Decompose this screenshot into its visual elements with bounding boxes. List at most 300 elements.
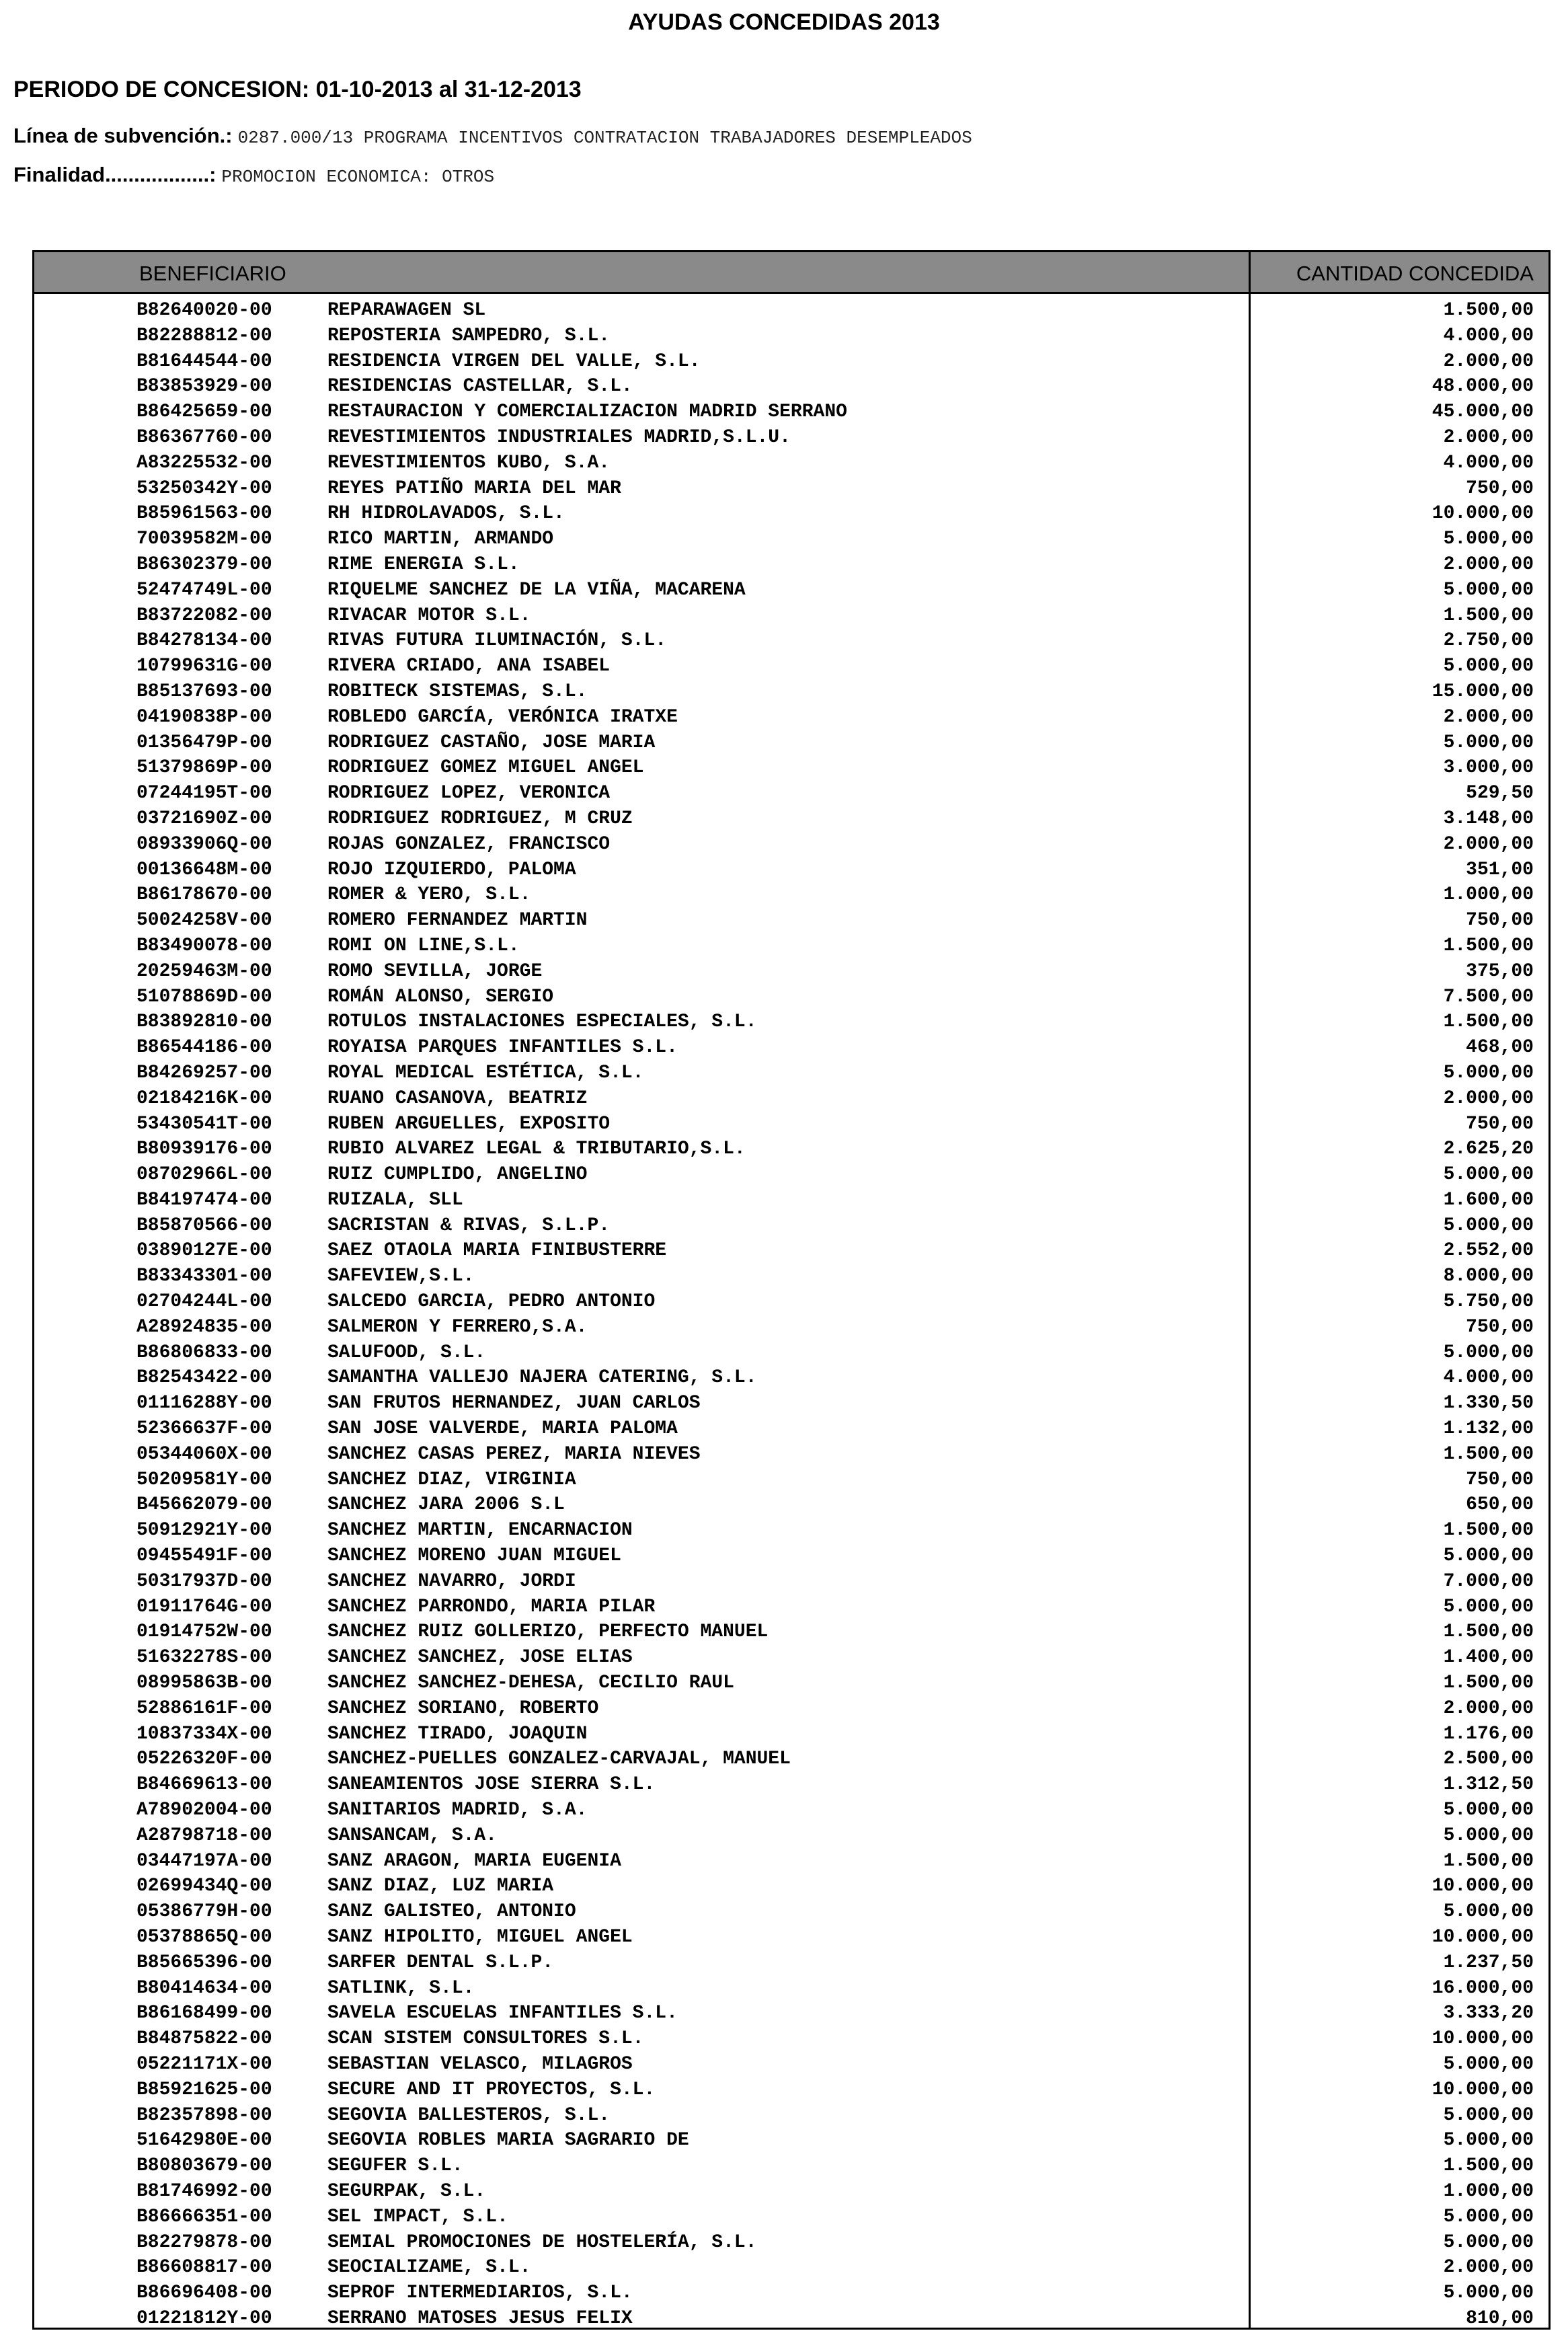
amount-granted: 5.000,00 xyxy=(1443,529,1534,550)
beneficiary-name: SANCHEZ SANCHEZ, JOSE ELIAS xyxy=(327,1647,633,1669)
amount-granted: 2.000,00 xyxy=(1443,553,1534,575)
amount-granted: 48.000,00 xyxy=(1432,376,1534,397)
amount-granted: 1.500,00 xyxy=(1443,1520,1534,1541)
table-row xyxy=(34,1137,1549,1162)
beneficiary-nif: B80803679-00 xyxy=(136,2155,272,2177)
table-row xyxy=(34,730,1549,756)
beneficiary-name: SANCHEZ JARA 2006 S.L xyxy=(327,1494,565,1516)
amount-granted: 810,00 xyxy=(1466,2307,1534,2329)
beneficiary-nif: 52366637F-00 xyxy=(136,1418,272,1440)
table-row xyxy=(34,959,1549,985)
beneficiary-nif: B45662079-00 xyxy=(136,1494,272,1516)
beneficiary-nif: 01914752W-00 xyxy=(136,1621,272,1643)
amount-granted: 10.000,00 xyxy=(1432,2079,1534,2100)
amount-granted: 10.000,00 xyxy=(1432,503,1534,525)
beneficiary-name: RIVERA CRIADO, ANA ISABEL xyxy=(327,656,611,677)
beneficiary-name: RESTAURACION Y COMERCIALIZACION MADRID SERRANO xyxy=(327,401,847,423)
beneficiary-name: SANCHEZ PARRONDO, MARIA PILAR xyxy=(327,1596,656,1617)
beneficiary-name: ROMÁN ALONSO, SERGIO xyxy=(327,986,554,1007)
beneficiary-name: ROBLEDO GARCÍA, VERÓNICA IRATXE xyxy=(327,706,678,728)
beneficiary-nif: 03447197A-00 xyxy=(136,1850,272,1872)
beneficiary-name: SACRISTAN & RIVAS, S.L.P. xyxy=(327,1215,611,1236)
beneficiary-nif: B84197474-00 xyxy=(136,1189,272,1211)
beneficiary-nif: 01221812Y-00 xyxy=(136,2307,272,2329)
amount-granted: 1.176,00 xyxy=(1443,1723,1534,1745)
beneficiary-nif: 07244195T-00 xyxy=(136,783,272,804)
beneficiary-name: SANCHEZ MORENO JUAN MIGUEL xyxy=(327,1545,621,1567)
beneficiary-name: SANCHEZ DIAZ, VIRGINIA xyxy=(327,1469,576,1490)
table-row xyxy=(34,882,1549,908)
beneficiary-nif: B85961563-00 xyxy=(136,503,272,525)
beneficiary-nif: 02184216K-00 xyxy=(136,1087,272,1109)
table-row xyxy=(34,2077,1549,2103)
beneficiary-name: SEPROF INTERMEDIARIOS, S.L. xyxy=(327,2283,633,2304)
amount-granted: 1.500,00 xyxy=(1443,1443,1534,1465)
amount-granted: 750,00 xyxy=(1466,910,1534,931)
table-row xyxy=(34,1619,1549,1645)
table-row xyxy=(34,1696,1549,1722)
linea-subvencion xyxy=(13,124,972,148)
beneficiary-nif: 20259463M-00 xyxy=(136,960,272,982)
beneficiary-nif: B83343301-00 xyxy=(136,1266,272,1287)
beneficiary-nif: 01911764G-00 xyxy=(136,1596,272,1617)
beneficiary-nif: 04190838P-00 xyxy=(136,706,272,728)
beneficiary-name: SEGUFER S.L. xyxy=(327,2155,463,2177)
beneficiary-nif: 02699434Q-00 xyxy=(136,1876,272,1897)
beneficiary-nif: B83892810-00 xyxy=(136,1011,272,1033)
beneficiary-nif: A28924835-00 xyxy=(136,1316,272,1338)
beneficiary-name: SANCHEZ NAVARRO, JORDI xyxy=(327,1570,576,1592)
amount-granted: 5.000,00 xyxy=(1443,1596,1534,1617)
amount-granted: 5.000,00 xyxy=(1443,2104,1534,2126)
beneficiary-nif: B82357898-00 xyxy=(136,2104,272,2126)
table-row xyxy=(34,1722,1549,1747)
table-row xyxy=(34,2103,1549,2129)
linea-value: 0287.000/13 PROGRAMA INCENTIVOS CONTRATACION TRABAJADORES DESEMPLEADOS xyxy=(237,128,972,148)
beneficiary-name: SANZ GALISTEO, ANTONIO xyxy=(327,1901,576,1923)
table-row xyxy=(34,832,1549,857)
amount-granted: 1.132,00 xyxy=(1443,1418,1534,1440)
table-row xyxy=(34,857,1549,883)
amount-granted: 15.000,00 xyxy=(1432,681,1534,702)
amount-granted: 750,00 xyxy=(1466,1469,1534,1490)
beneficiary-nif: B86168499-00 xyxy=(136,2003,272,2024)
beneficiary-name: SAFEVIEW,S.L. xyxy=(327,1266,475,1287)
table-row xyxy=(34,1798,1549,1823)
amount-granted: 1.600,00 xyxy=(1443,1189,1534,1211)
amount-granted: 5.000,00 xyxy=(1443,1825,1534,1846)
beneficiary-nif: 53430541T-00 xyxy=(136,1113,272,1135)
amount-granted: 10.000,00 xyxy=(1432,1876,1534,1897)
amount-granted: 750,00 xyxy=(1466,1113,1534,1135)
beneficiary-name: RICO MARTIN, ARMANDO xyxy=(327,529,554,550)
amount-granted: 351,00 xyxy=(1466,859,1534,880)
beneficiary-nif: 05344060X-00 xyxy=(136,1443,272,1465)
amount-granted: 1.237,50 xyxy=(1443,1952,1534,1973)
table-row xyxy=(34,1391,1549,1416)
beneficiary-name: REVESTIMIENTOS INDUSTRIALES MADRID,S.L.U. xyxy=(327,426,791,448)
amount-granted: 4.000,00 xyxy=(1443,452,1534,473)
beneficiary-name: REPOSTERIA SAMPEDRO, S.L. xyxy=(327,325,611,346)
amount-granted: 3.000,00 xyxy=(1443,757,1534,779)
amount-granted: 1.500,00 xyxy=(1443,935,1534,956)
beneficiary-name: SANCHEZ SANCHEZ-DEHESA, CECILIO RAUL xyxy=(327,1673,734,1694)
amount-granted: 3.333,20 xyxy=(1443,2003,1534,2024)
table-row xyxy=(34,679,1549,705)
table-row xyxy=(34,501,1549,527)
beneficiary-nif: B84669613-00 xyxy=(136,1774,272,1796)
table-row xyxy=(34,1289,1549,1315)
table-row xyxy=(34,1061,1549,1086)
beneficiary-name: SANCHEZ CASAS PEREZ, MARIA NIEVES xyxy=(327,1443,701,1465)
beneficiary-nif: B86608817-00 xyxy=(136,2257,272,2279)
beneficiary-nif: 05386779H-00 xyxy=(136,1901,272,1923)
beneficiary-name: REVESTIMIENTOS KUBO, S.A. xyxy=(327,452,611,473)
beneficiary-nif: 03890127E-00 xyxy=(136,1240,272,1262)
beneficiary-nif: 00136648M-00 xyxy=(136,859,272,880)
amount-granted: 2.000,00 xyxy=(1443,2257,1534,2279)
beneficiary-name: RESIDENCIA VIRGEN DEL VALLE, S.L. xyxy=(327,350,701,372)
amount-granted: 1.400,00 xyxy=(1443,1647,1534,1669)
table-row xyxy=(34,1950,1549,1976)
beneficiary-nif: B81644544-00 xyxy=(136,350,272,372)
beneficiary-nif: 52886161F-00 xyxy=(136,1697,272,1719)
amount-granted: 1.330,50 xyxy=(1443,1393,1534,1414)
table-row xyxy=(34,933,1549,959)
table-row xyxy=(34,1213,1549,1239)
table-row xyxy=(34,2281,1549,2306)
table-row xyxy=(34,1188,1549,1213)
beneficiary-name: SANZ HIPOLITO, MIGUEL ANGEL xyxy=(327,1927,633,1948)
beneficiary-name: ROYAL MEDICAL ESTÉTICA, S.L. xyxy=(327,1062,644,1083)
beneficiary-nif: 05226320F-00 xyxy=(136,1749,272,1770)
beneficiary-name: SAN FRUTOS HERNANDEZ, JUAN CARLOS xyxy=(327,1393,701,1414)
beneficiary-nif: 05221171X-00 xyxy=(136,2053,272,2075)
beneficiary-name: RESIDENCIAS CASTELLAR, S.L. xyxy=(327,376,633,397)
amount-granted: 4.000,00 xyxy=(1443,1367,1534,1389)
table-row xyxy=(34,552,1549,578)
beneficiary-nif: B85137693-00 xyxy=(136,681,272,702)
amount-granted: 1.312,50 xyxy=(1443,1774,1534,1796)
table-row xyxy=(34,1772,1549,1798)
table-row xyxy=(34,1543,1549,1569)
beneficiary-nif: B82288812-00 xyxy=(136,325,272,346)
beneficiary-name: SEGOVIA BALLESTEROS, S.L. xyxy=(327,2104,611,2126)
beneficiary-nif: 05378865Q-00 xyxy=(136,1927,272,1948)
beneficiary-nif: 01356479P-00 xyxy=(136,732,272,753)
beneficiary-name: RUIZ CUMPLIDO, ANGELINO xyxy=(327,1164,588,1186)
beneficiary-nif: 10837334X-00 xyxy=(136,1723,272,1745)
beneficiary-name: SEGOVIA ROBLES MARIA SAGRARIO DE xyxy=(327,2130,689,2151)
table-row xyxy=(34,2306,1549,2332)
beneficiary-nif: B82640020-00 xyxy=(136,300,272,321)
amount-granted: 1.500,00 xyxy=(1443,1621,1534,1643)
beneficiary-nif: 50317937D-00 xyxy=(136,1570,272,1592)
beneficiary-name: ROYAISA PARQUES INFANTILES S.L. xyxy=(327,1037,678,1059)
table-row xyxy=(34,2230,1549,2256)
beneficiary-nif: B86666351-00 xyxy=(136,2206,272,2227)
table-row xyxy=(34,1365,1549,1391)
beneficiary-nif: 09455491F-00 xyxy=(136,1545,272,1567)
amount-granted: 2.000,00 xyxy=(1443,1087,1534,1109)
column-header-beneficiario: BENEFICIARIO xyxy=(139,262,286,285)
amount-granted: 4.000,00 xyxy=(1443,325,1534,346)
column-header-cantidad: CANTIDAD CONCEDIDA xyxy=(1296,262,1534,285)
amount-granted: 8.000,00 xyxy=(1443,1266,1534,1287)
amount-granted: 1.000,00 xyxy=(1443,884,1534,906)
beneficiary-nif: B86544186-00 xyxy=(136,1037,272,1059)
amount-granted: 2.000,00 xyxy=(1443,1697,1534,1719)
amount-granted: 5.000,00 xyxy=(1443,1800,1534,1821)
amount-granted: 5.000,00 xyxy=(1443,579,1534,601)
table-row xyxy=(34,705,1549,730)
amount-granted: 5.000,00 xyxy=(1443,732,1534,753)
table-row xyxy=(34,908,1549,933)
amount-granted: 5.000,00 xyxy=(1443,1342,1534,1363)
table-row xyxy=(34,323,1549,349)
beneficiary-name: RUBEN ARGUELLES, EXPOSITO xyxy=(327,1113,611,1135)
amount-granted: 5.000,00 xyxy=(1443,2283,1534,2304)
amount-granted: 2.552,00 xyxy=(1443,1240,1534,1262)
table-row xyxy=(34,1899,1549,1925)
amount-granted: 468,00 xyxy=(1466,1037,1534,1059)
beneficiary-nif: B80414634-00 xyxy=(136,1977,272,1999)
beneficiary-name: SANCHEZ TIRADO, JOAQUIN xyxy=(327,1723,588,1745)
table-row xyxy=(34,1340,1549,1366)
beneficiary-name: SANZ DIAZ, LUZ MARIA xyxy=(327,1876,554,1897)
amount-granted: 5.000,00 xyxy=(1443,1901,1534,1923)
amount-granted: 2.000,00 xyxy=(1443,350,1534,372)
beneficiary-nif: B86696408-00 xyxy=(136,2283,272,2304)
table-row xyxy=(34,1492,1549,1518)
table-row xyxy=(34,1747,1549,1772)
beneficiary-name: SEL IMPACT, S.L. xyxy=(327,2206,508,2227)
beneficiary-nif: 03721690Z-00 xyxy=(136,808,272,829)
table-row xyxy=(34,527,1549,552)
table-row xyxy=(34,2205,1549,2230)
ayudas-table xyxy=(32,250,1551,2330)
table-row xyxy=(34,349,1549,375)
amount-granted: 2.625,20 xyxy=(1443,1139,1534,1160)
table-row xyxy=(34,603,1549,629)
amount-granted: 750,00 xyxy=(1466,1316,1534,1338)
table-row xyxy=(34,1569,1549,1595)
beneficiary-name: REYES PATIÑO MARIA DEL MAR xyxy=(327,477,621,499)
beneficiary-nif: B85870566-00 xyxy=(136,1215,272,1236)
beneficiary-nif: 70039582M-00 xyxy=(136,529,272,550)
finalidad xyxy=(13,163,494,187)
amount-granted: 375,00 xyxy=(1466,960,1534,982)
amount-granted: 5.000,00 xyxy=(1443,656,1534,677)
beneficiary-nif: B81746992-00 xyxy=(136,2180,272,2202)
beneficiary-name: RUANO CASANOVA, BEATRIZ xyxy=(327,1087,588,1109)
table-row xyxy=(34,781,1549,806)
beneficiary-name: SANCHEZ RUIZ GOLLERIZO, PERFECTO MANUEL xyxy=(327,1621,769,1643)
beneficiary-name: SAEZ OTAOLA MARIA FINIBUSTERRE xyxy=(327,1240,667,1262)
beneficiary-nif: B80939176-00 xyxy=(136,1139,272,1160)
table-row xyxy=(34,806,1549,832)
beneficiary-nif: 10799631G-00 xyxy=(136,656,272,677)
table-row xyxy=(34,628,1549,654)
beneficiary-nif: B86806833-00 xyxy=(136,1342,272,1363)
table-row xyxy=(34,1976,1549,2001)
beneficiary-name: ROJO IZQUIERDO, PALOMA xyxy=(327,859,576,880)
amount-granted: 1.500,00 xyxy=(1443,1673,1534,1694)
beneficiary-name: SALCEDO GARCIA, PEDRO ANTONIO xyxy=(327,1291,656,1313)
table-row xyxy=(34,1925,1549,1950)
table-row xyxy=(34,1467,1549,1493)
beneficiary-name: SANEAMIENTOS JOSE SIERRA S.L. xyxy=(327,1774,656,1796)
beneficiary-nif: A78902004-00 xyxy=(136,1800,272,1821)
beneficiary-nif: B85921625-00 xyxy=(136,2079,272,2100)
beneficiary-nif: B82543422-00 xyxy=(136,1367,272,1389)
table-row xyxy=(34,2153,1549,2179)
amount-granted: 7.000,00 xyxy=(1443,1570,1534,1592)
amount-granted: 650,00 xyxy=(1466,1494,1534,1516)
table-row xyxy=(34,374,1549,399)
beneficiary-name: RUBIO ALVAREZ LEGAL & TRIBUTARIO,S.L. xyxy=(327,1139,746,1160)
beneficiary-name: SANITARIOS MADRID, S.A. xyxy=(327,1800,588,1821)
beneficiary-nif: 08995863B-00 xyxy=(136,1673,272,1694)
beneficiary-name: ROBITECK SISTEMAS, S.L. xyxy=(327,681,588,702)
beneficiary-name: REPARAWAGEN SL xyxy=(327,300,486,321)
table-row xyxy=(34,1671,1549,1696)
table-row xyxy=(34,298,1549,323)
beneficiary-name: SANCHEZ SORIANO, ROBERTO xyxy=(327,1697,599,1719)
beneficiary-nif: 51632278S-00 xyxy=(136,1647,272,1669)
beneficiary-name: ROMI ON LINE,S.L. xyxy=(327,935,520,956)
amount-granted: 5.000,00 xyxy=(1443,1062,1534,1083)
beneficiary-name: ROMO SEVILLA, JORGE xyxy=(327,960,543,982)
table-row xyxy=(34,2001,1549,2026)
amount-granted: 529,50 xyxy=(1466,783,1534,804)
amount-granted: 2.000,00 xyxy=(1443,706,1534,728)
amount-granted: 5.000,00 xyxy=(1443,1164,1534,1186)
beneficiary-nif: 08933906Q-00 xyxy=(136,833,272,855)
amount-granted: 16.000,00 xyxy=(1432,1977,1534,1999)
table-row xyxy=(34,1645,1549,1671)
beneficiary-name: SATLINK, S.L. xyxy=(327,1977,475,1999)
amount-granted: 1.000,00 xyxy=(1443,2180,1534,2202)
table-row xyxy=(34,578,1549,603)
table-row xyxy=(34,1315,1549,1340)
beneficiary-name: ROMERO FERNANDEZ MARTIN xyxy=(327,910,588,931)
table-row xyxy=(34,451,1549,476)
table-row xyxy=(34,2128,1549,2153)
beneficiary-name: ROMER & YERO, S.L. xyxy=(327,884,531,906)
table-row xyxy=(34,985,1549,1010)
table-row xyxy=(34,425,1549,451)
table-row xyxy=(34,1849,1549,1874)
amount-granted: 1.500,00 xyxy=(1443,300,1534,321)
table-row xyxy=(34,1238,1549,1264)
table-row xyxy=(34,2026,1549,2052)
beneficiary-name: SAN JOSE VALVERDE, MARIA PALOMA xyxy=(327,1418,678,1440)
table-row xyxy=(34,476,1549,502)
beneficiary-name: SCAN SISTEM CONSULTORES S.L. xyxy=(327,2028,644,2050)
amount-granted: 7.500,00 xyxy=(1443,986,1534,1007)
finalidad-value: PROMOCION ECONOMICA: OTROS xyxy=(221,167,495,187)
beneficiary-name: SANCHEZ-PUELLES GONZALEZ-CARVAJAL, MANUEL xyxy=(327,1749,791,1770)
beneficiary-name: ROTULOS INSTALACIONES ESPECIALES, S.L. xyxy=(327,1011,757,1033)
beneficiary-name: SANSANCAM, S.A. xyxy=(327,1825,498,1846)
periodo-concesion: PERIODO DE CONCESION: 01-10-2013 al 31-12-2013 xyxy=(13,77,582,102)
beneficiary-name: SEGURPAK, S.L. xyxy=(327,2180,486,2202)
amount-granted: 2.000,00 xyxy=(1443,426,1534,448)
finalidad-label: Finalidad..................: xyxy=(13,163,217,186)
beneficiary-nif: 02704244L-00 xyxy=(136,1291,272,1313)
table-row xyxy=(34,1009,1549,1035)
table-row xyxy=(34,1416,1549,1442)
table-row xyxy=(34,1518,1549,1543)
amount-granted: 2.750,00 xyxy=(1443,630,1534,652)
beneficiary-nif: B83853929-00 xyxy=(136,376,272,397)
beneficiary-nif: 52474749L-00 xyxy=(136,579,272,601)
beneficiary-name: SANCHEZ MARTIN, ENCARNACION xyxy=(327,1520,633,1541)
beneficiary-name: SALUFOOD, S.L. xyxy=(327,1342,486,1363)
amount-granted: 5.750,00 xyxy=(1443,1291,1534,1313)
amount-granted: 1.500,00 xyxy=(1443,1850,1534,1872)
beneficiary-nif: B82279878-00 xyxy=(136,2231,272,2253)
table-body xyxy=(34,298,1549,2332)
table-row xyxy=(34,1823,1549,1849)
beneficiary-name: SAVELA ESCUELAS INFANTILES S.L. xyxy=(327,2003,678,2024)
amount-granted: 3.148,00 xyxy=(1443,808,1534,829)
table-row xyxy=(34,1595,1549,1620)
amount-granted: 750,00 xyxy=(1466,477,1534,499)
amount-granted: 2.000,00 xyxy=(1443,833,1534,855)
amount-granted: 10.000,00 xyxy=(1432,1927,1534,1948)
table-row xyxy=(34,399,1549,425)
table-row xyxy=(34,1162,1549,1188)
linea-label: Línea de subvención.: xyxy=(13,124,233,147)
beneficiary-name: RIQUELME SANCHEZ DE LA VIÑA, MACARENA xyxy=(327,579,746,601)
beneficiary-nif: B86367760-00 xyxy=(136,426,272,448)
beneficiary-nif: 51078869D-00 xyxy=(136,986,272,1007)
table-row xyxy=(34,1442,1549,1467)
amount-granted: 10.000,00 xyxy=(1432,2028,1534,2050)
table-row xyxy=(34,2255,1549,2281)
amount-granted: 1.500,00 xyxy=(1443,1011,1534,1033)
table-row xyxy=(34,654,1549,679)
table-row xyxy=(34,755,1549,781)
beneficiary-name: ROJAS GONZALEZ, FRANCISCO xyxy=(327,833,611,855)
beneficiary-name: SANZ ARAGON, MARIA EUGENIA xyxy=(327,1850,621,1872)
beneficiary-nif: 51379869P-00 xyxy=(136,757,272,779)
beneficiary-nif: B84875822-00 xyxy=(136,2028,272,2050)
amount-granted: 5.000,00 xyxy=(1443,1545,1534,1567)
table-row xyxy=(34,1086,1549,1112)
beneficiary-name: SALMERON Y FERRERO,S.A. xyxy=(327,1316,588,1338)
beneficiary-nif: 01116288Y-00 xyxy=(136,1393,272,1414)
beneficiary-name: SECURE AND IT PROYECTOS, S.L. xyxy=(327,2079,656,2100)
beneficiary-name: SERRANO MATOSES JESUS FELIX xyxy=(327,2307,633,2329)
beneficiary-name: RIVACAR MOTOR S.L. xyxy=(327,605,531,626)
beneficiary-nif: A28798718-00 xyxy=(136,1825,272,1846)
table-row xyxy=(34,2179,1549,2205)
beneficiary-name: SEOCIALIZAME, S.L. xyxy=(327,2257,531,2279)
table-row xyxy=(34,1874,1549,1899)
beneficiary-nif: B84269257-00 xyxy=(136,1062,272,1083)
beneficiary-name: SEBASTIAN VELASCO, MILAGROS xyxy=(327,2053,633,2075)
beneficiary-name: RODRIGUEZ RODRIGUEZ, M CRUZ xyxy=(327,808,633,829)
amount-granted: 5.000,00 xyxy=(1443,1215,1534,1236)
table-row xyxy=(34,1264,1549,1289)
beneficiary-name: RODRIGUEZ GOMEZ MIGUEL ANGEL xyxy=(327,757,644,779)
beneficiary-nif: 50912921Y-00 xyxy=(136,1520,272,1541)
amount-granted: 45.000,00 xyxy=(1432,401,1534,423)
table-row xyxy=(34,1112,1549,1137)
